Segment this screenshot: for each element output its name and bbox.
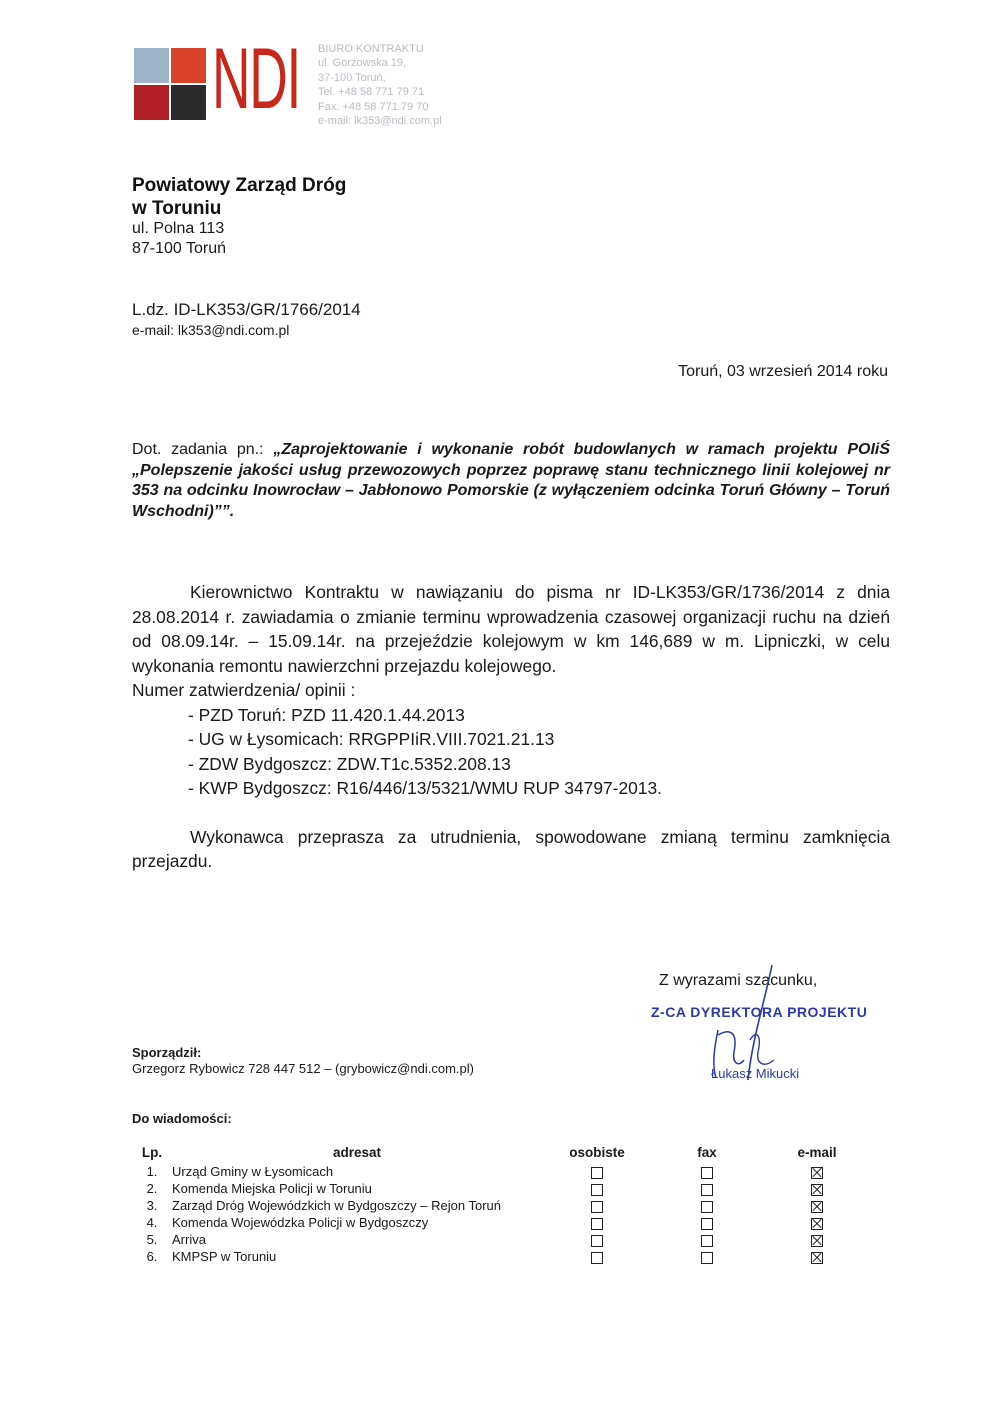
checked-checkbox-icon — [811, 1252, 823, 1264]
empty-checkbox-icon — [591, 1235, 603, 1247]
empty-checkbox-icon — [591, 1218, 603, 1230]
approval-item: - UG w Łysomicach: RRGPPIiR.VIII.7021.21.13 — [188, 729, 555, 749]
office-line: Fax. +48 58 771 79 70 — [318, 100, 429, 113]
email-cell — [762, 1214, 872, 1231]
recipient-name-line: w Toruniu — [132, 198, 222, 219]
approvals-list — [132, 703, 890, 801]
letter-date: Toruń, 03 wrzesień 2014 roku — [678, 363, 888, 380]
table-row — [132, 1180, 872, 1197]
logo-squares — [134, 48, 206, 120]
row-number: 6. — [146, 1249, 158, 1264]
addressee-name: KMPSP w Toruniu — [172, 1249, 277, 1264]
addressee-name: Arriva — [172, 1232, 206, 1247]
reference-number: L.dz. ID-LK353/GR/1766/2014 — [132, 300, 361, 319]
row-number: 1. — [146, 1164, 158, 1179]
approval-item: - KWP Bydgoszcz: R16/446/13/5321/WMU RUP 34797-2013. — [188, 778, 662, 798]
checked-checkbox-icon — [811, 1235, 823, 1247]
checked-checkbox-icon — [811, 1184, 823, 1196]
distribution-table — [132, 1145, 872, 1265]
table-row — [132, 1214, 872, 1231]
empty-checkbox-icon — [591, 1184, 603, 1196]
column-header-lp: Lp. — [141, 1145, 163, 1160]
table-row — [132, 1248, 872, 1265]
column-header-email: e-mail — [797, 1145, 837, 1160]
recipient-street: ul. Polna 113 — [132, 220, 225, 237]
office-line: BIURO KONTRAKTU — [318, 43, 424, 55]
personal-cell — [542, 1197, 652, 1214]
logo-square-red — [134, 85, 169, 120]
regards: Z wyrazami szacunku, — [659, 972, 818, 989]
recipient-name — [132, 174, 346, 220]
fax-cell — [652, 1163, 762, 1180]
approval-item: - PZD Toruń: PZD 11.420.1.44.2013 — [188, 704, 465, 725]
distribution-label: Do wiadomości: — [132, 1111, 232, 1126]
email-cell — [762, 1180, 872, 1197]
empty-checkbox-icon — [591, 1201, 603, 1213]
fax-cell — [652, 1231, 762, 1248]
reference-email: e-mail: lk353@ndi.com.pl — [132, 322, 290, 338]
signature-stamp-name: Łukasz Mikucki — [711, 1066, 800, 1081]
subject-title: „Zaprojektowanie i wykonanie robót budowlanych w ramach projektu POIiŚ „Polepszenie jakości usług przewozowych poprzez poprawę stanu technicznego linii kolejowej nr 353 na odcinku Inowrocław – Jabłonowo Pomorskie (z wyłączeniem odcinka Toruń Główny – Toruń Wschodni)””. — [132, 441, 891, 520]
row-number: 4. — [146, 1215, 158, 1230]
logo-square-black — [171, 85, 206, 120]
addressee-name: Komenda Miejska Policji w Toruniu — [172, 1181, 372, 1196]
empty-checkbox-icon — [701, 1252, 713, 1264]
personal-cell — [542, 1214, 652, 1231]
table-row — [132, 1231, 872, 1248]
personal-cell — [542, 1180, 652, 1197]
closing-paragraph: Wykonawca przeprasza za utrudnienia, spowodowane zmianą terminu zamknięcia przejazdu. — [132, 826, 890, 871]
personal-cell — [542, 1231, 652, 1248]
addressee-name: Urząd Gminy w Łysomicach — [172, 1164, 334, 1179]
empty-checkbox-icon — [701, 1235, 713, 1247]
office-line: ul. Gorzowska 19, — [318, 57, 407, 70]
table-row — [132, 1197, 872, 1214]
checked-checkbox-icon — [811, 1218, 823, 1230]
checked-checkbox-icon — [811, 1201, 823, 1213]
row-number: 3. — [146, 1198, 158, 1213]
table-row — [132, 1163, 872, 1180]
subject — [132, 440, 890, 522]
addressee-name: Zarząd Dróg Wojewódzkich w Bydgoszczy – Rejon Toruń — [172, 1198, 501, 1213]
company-logo-text: NDI — [212, 31, 301, 127]
prepared-by-value: Grzegorz Rybowicz 728 447 512 – (grybowicz@ndi.com.pl) — [132, 1061, 474, 1076]
personal-cell — [542, 1248, 652, 1265]
subject-prefix: Dot. zadania pn.: — [132, 441, 274, 458]
fax-cell — [652, 1214, 762, 1231]
office-line: Tel. +48 58 771 79 71 — [318, 86, 425, 99]
letter-body — [132, 580, 890, 874]
logo-square-blue — [134, 48, 169, 83]
approvals-label: Numer zatwierdzenia/ opinii : — [132, 680, 356, 700]
row-number: 5. — [146, 1232, 158, 1247]
email-cell — [762, 1163, 872, 1180]
email-cell — [762, 1231, 872, 1248]
approval-item: - ZDW Bydgoszcz: ZDW.T1c.5352.208.13 — [188, 753, 511, 774]
empty-checkbox-icon — [701, 1167, 713, 1179]
fax-cell — [652, 1180, 762, 1197]
office-address-block — [318, 42, 442, 128]
empty-checkbox-icon — [591, 1252, 603, 1264]
fax-cell — [652, 1197, 762, 1214]
empty-checkbox-icon — [591, 1167, 603, 1179]
recipient-name-line: Powiatowy Zarząd Dróg — [132, 175, 347, 196]
prepared-by-label: Sporządził: — [132, 1045, 202, 1060]
office-line: 37-100 Toruń, — [318, 71, 386, 84]
personal-cell — [542, 1163, 652, 1180]
recipient-city: 87-100 Toruń — [132, 240, 226, 257]
empty-checkbox-icon — [701, 1201, 713, 1213]
signature-stamp-title: Z-CA DYREKTORA PROJEKTU — [651, 1004, 868, 1020]
column-header-fax: fax — [697, 1145, 717, 1160]
row-number: 2. — [146, 1181, 158, 1196]
logo-square-orange — [171, 48, 206, 83]
table-header-row — [132, 1145, 872, 1163]
email-cell — [762, 1248, 872, 1265]
column-header-addressee: adresat — [332, 1145, 382, 1160]
checked-checkbox-icon — [811, 1167, 823, 1179]
addressee-name: Komenda Wojewódzka Policji w Bydgoszczy — [172, 1215, 429, 1230]
empty-checkbox-icon — [701, 1184, 713, 1196]
office-line: e-mail: lk353@ndi.com.pl — [318, 115, 442, 128]
body-paragraph: Kierownictwo Kontraktu w nawiązaniu do pisma nr ID-LK353/GR/1736/2014 z dnia 28.08.2014 r. zawiadamia o zmianie terminu wprowadzenia czasowej organizacji ruchu na dzień od 08.09.14r. – 15.09.14r. na przejeździe kolejowym w km 146,689 w m. Lipniczki, w celu wykonania remontu nawierzchni przejazdu kolejowego. — [132, 582, 890, 676]
empty-checkbox-icon — [701, 1218, 713, 1230]
email-cell — [762, 1197, 872, 1214]
column-header-personal: osobiste — [569, 1145, 625, 1160]
fax-cell — [652, 1248, 762, 1265]
